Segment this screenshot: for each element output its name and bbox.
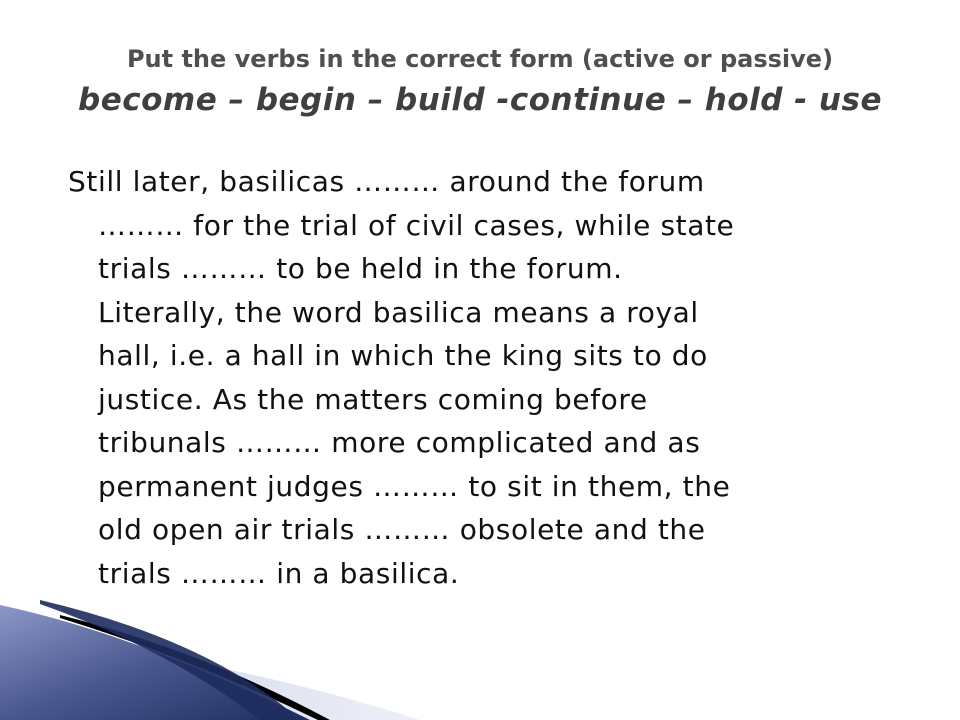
paragraph-line-1: Still later, basilicas ……… around the forum xyxy=(68,165,705,198)
paragraph-line-8: permanent judges ……… to sit in them, the xyxy=(98,469,731,503)
paragraph-line-6: justice. As the matters coming before xyxy=(98,382,648,416)
paragraph-line-10: trials ……… in a basilica. xyxy=(98,556,460,590)
paragraph-line-2: ……… for the trial of civil cases, while state xyxy=(98,208,735,242)
exercise-paragraph xyxy=(68,160,898,595)
title-instruction: Put the verbs in the correct form (active or passive) xyxy=(126,45,834,73)
paragraph-line-9: old open air trials ……… obsolete and the xyxy=(98,513,706,546)
paragraph-line-5: hall, i.e. a hall in which the king sits to do xyxy=(98,339,708,372)
corner-decoration xyxy=(0,580,420,720)
title-verb-list: become – begin – build -continue – hold - use xyxy=(78,82,882,118)
paragraph-line-3: trials ……… to be held in the forum. xyxy=(98,252,623,285)
paragraph-line-4: Literally, the word basilica means a royal xyxy=(98,295,699,329)
slide-title xyxy=(0,40,960,122)
paragraph-line-7: tribunals ……… more complicated and as xyxy=(98,426,701,459)
